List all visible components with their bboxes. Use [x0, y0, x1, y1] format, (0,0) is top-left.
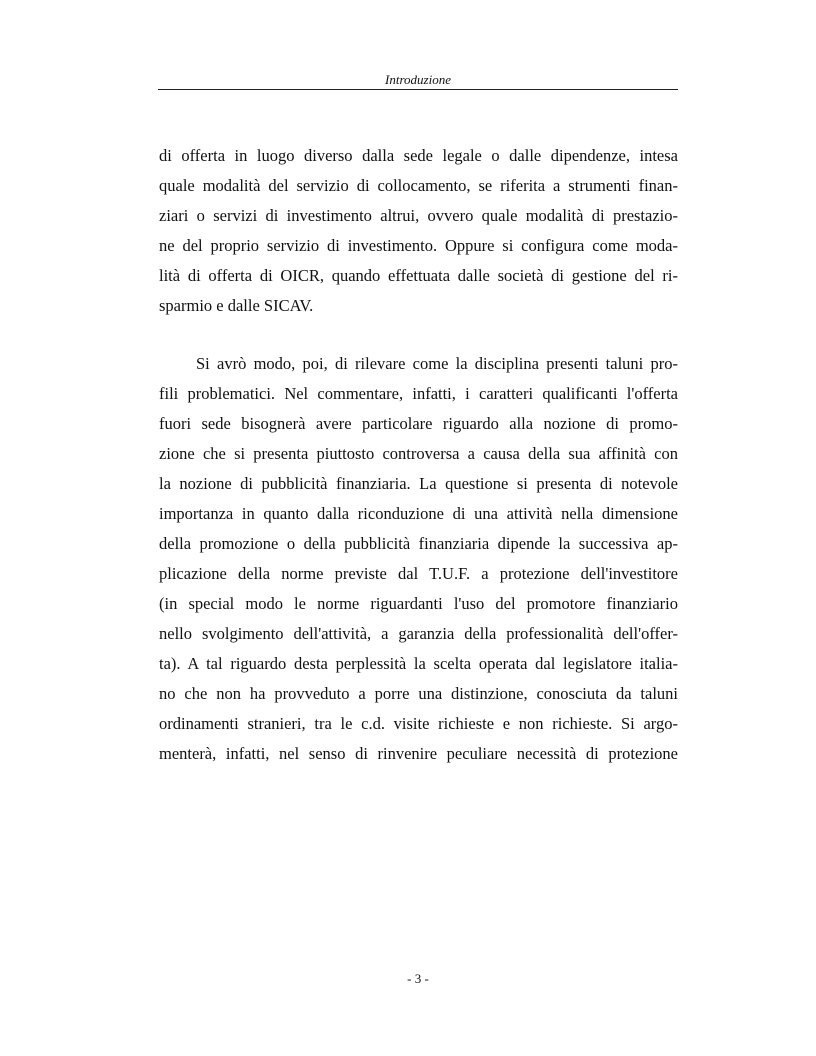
text-line: menterà, infatti, nel senso di rinvenire peculiare necessità di protezione	[159, 744, 678, 763]
text-line: della promozione o della pubblicità finanziaria dipende la successiva ap-	[159, 534, 678, 553]
text-line: lità di offerta di OICR, quando effettuata dalle società di gestione del ri-	[159, 266, 678, 285]
text-line: fuori sede bisognerà avere particolare riguardo alla nozione di promo-	[159, 414, 678, 433]
text-line: Si avrò modo, poi, di rilevare come la disciplina presenti taluni pro-	[196, 354, 678, 373]
text-line: (in special modo le norme riguardanti l'uso del promotore finanziario	[159, 594, 678, 613]
paragraph-gap	[159, 321, 678, 349]
text-line: nello svolgimento dell'attività, a garanzia della professionalità dell'offer-	[159, 624, 678, 643]
text-line: ta). A tal riguardo desta perplessità la scelta operata dal legislatore italia-	[159, 654, 678, 673]
text-line: plicazione della norme previste dal T.U.F. a protezione dell'investitore	[159, 564, 678, 583]
text-line: ziari o servizi di investimento altrui, ovvero quale modalità di prestazio-	[159, 206, 678, 225]
text-line: la nozione di pubblicità finanziaria. La questione si presenta di notevole	[159, 474, 678, 493]
paragraph-2	[159, 349, 678, 769]
text-line: ne del proprio servizio di investimento. Oppure si configura come moda-	[159, 236, 678, 255]
text-line: sparmio e dalle SICAV.	[159, 296, 314, 315]
text-line: fili problematici. Nel commentare, infatti, i caratteri qualificanti l'offerta	[159, 384, 678, 403]
text-line: di offerta in luogo diverso dalla sede legale o dalle dipendenze, intesa	[159, 146, 678, 165]
text-line: no che non ha provveduto a porre una distinzione, conosciuta da taluni	[159, 684, 678, 703]
page-number: - 3 -	[407, 971, 429, 986]
running-header: Introduzione	[385, 72, 451, 87]
text-line: quale modalità del servizio di collocamento, se riferita a strumenti finan-	[159, 176, 678, 195]
text-line: ordinamenti stranieri, tra le c.d. visite richieste e non richieste. Si argo-	[159, 714, 678, 733]
text-line: importanza in quanto dalla riconduzione di una attività nella dimensione	[159, 504, 678, 523]
paragraph-1	[159, 141, 678, 321]
header-rule	[158, 89, 678, 90]
body-text	[159, 141, 678, 769]
text-line: zione che si presenta piuttosto controversa a causa della sua affinità con	[159, 444, 678, 463]
